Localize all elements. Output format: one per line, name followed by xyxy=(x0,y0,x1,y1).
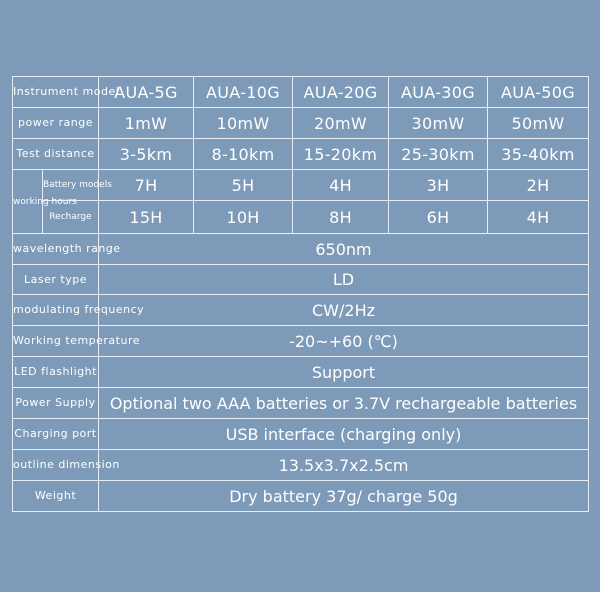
row-weight xyxy=(13,481,589,512)
spec-table xyxy=(12,76,589,512)
row-working-temperature xyxy=(13,326,589,357)
row-working-hours-recharge xyxy=(13,201,589,234)
value-charging-port: USB interface (charging only) xyxy=(99,419,589,450)
cell-recharge-5: 4H xyxy=(488,201,589,234)
row-power-supply xyxy=(13,388,589,419)
row-outline-dimension xyxy=(13,450,589,481)
row-led-flashlight xyxy=(13,357,589,388)
cell-battery-4: 3H xyxy=(389,170,488,201)
value-weight: Dry battery 37g/ charge 50g xyxy=(99,481,589,512)
cell-distance-3: 15-20km xyxy=(293,139,389,170)
label-power-range: power range xyxy=(13,108,99,139)
label-weight: Weight xyxy=(13,481,99,512)
cell-power-3: 20mW xyxy=(293,108,389,139)
cell-power-1: 1mW xyxy=(99,108,194,139)
row-working-hours-battery xyxy=(13,170,589,201)
cell-recharge-3: 8H xyxy=(293,201,389,234)
cell-battery-1: 7H xyxy=(99,170,194,201)
label-modulating-frequency: modulating frequency xyxy=(13,295,99,326)
cell-model-4: AUA-30G xyxy=(389,77,488,108)
cell-battery-5: 2H xyxy=(488,170,589,201)
cell-power-5: 50mW xyxy=(488,108,589,139)
cell-distance-1: 3-5km xyxy=(99,139,194,170)
cell-battery-3: 4H xyxy=(293,170,389,201)
label-battery-models: Battery models xyxy=(43,170,99,201)
value-wavelength: 650nm xyxy=(99,234,589,265)
row-power-range xyxy=(13,108,589,139)
cell-model-1: AUA-5G xyxy=(99,77,194,108)
label-laser-type: Laser type xyxy=(13,265,99,295)
value-modulating-frequency: CW/2Hz xyxy=(99,295,589,326)
label-instrument-model: Instrument model xyxy=(13,77,99,108)
cell-power-2: 10mW xyxy=(194,108,293,139)
label-wavelength: wavelength range xyxy=(13,234,99,265)
cell-distance-2: 8-10km xyxy=(194,139,293,170)
row-modulating-frequency xyxy=(13,295,589,326)
label-charging-port: Charging port xyxy=(13,419,99,450)
cell-model-2: AUA-10G xyxy=(194,77,293,108)
cell-power-4: 30mW xyxy=(389,108,488,139)
label-test-distance: Test distance xyxy=(13,139,99,170)
value-outline-dimension: 13.5x3.7x2.5cm xyxy=(99,450,589,481)
cell-recharge-2: 10H xyxy=(194,201,293,234)
cell-distance-4: 25-30km xyxy=(389,139,488,170)
cell-recharge-4: 6H xyxy=(389,201,488,234)
cell-battery-2: 5H xyxy=(194,170,293,201)
cell-distance-5: 35-40km xyxy=(488,139,589,170)
label-outline-dimension: outline dimension xyxy=(13,450,99,481)
row-laser-type xyxy=(13,265,589,295)
value-working-temperature: -20~+60 (℃) xyxy=(99,326,589,357)
cell-model-3: AUA-20G xyxy=(293,77,389,108)
value-laser-type: LD xyxy=(99,265,589,295)
cell-model-5: AUA-50G xyxy=(488,77,589,108)
label-recharge: Recharge xyxy=(43,201,99,234)
row-instrument-model xyxy=(13,77,589,108)
value-led-flashlight: Support xyxy=(99,357,589,388)
label-working-temperature: Working temperature xyxy=(13,326,99,357)
cell-recharge-1: 15H xyxy=(99,201,194,234)
label-led-flashlight: LED flashlight xyxy=(13,357,99,388)
row-wavelength xyxy=(13,234,589,265)
value-power-supply: Optional two AAA batteries or 3.7V rechargeable batteries xyxy=(99,388,589,419)
row-charging-port xyxy=(13,419,589,450)
row-test-distance xyxy=(13,139,589,170)
label-power-supply: Power Supply xyxy=(13,388,99,419)
label-working-hours: working hours xyxy=(13,170,43,234)
